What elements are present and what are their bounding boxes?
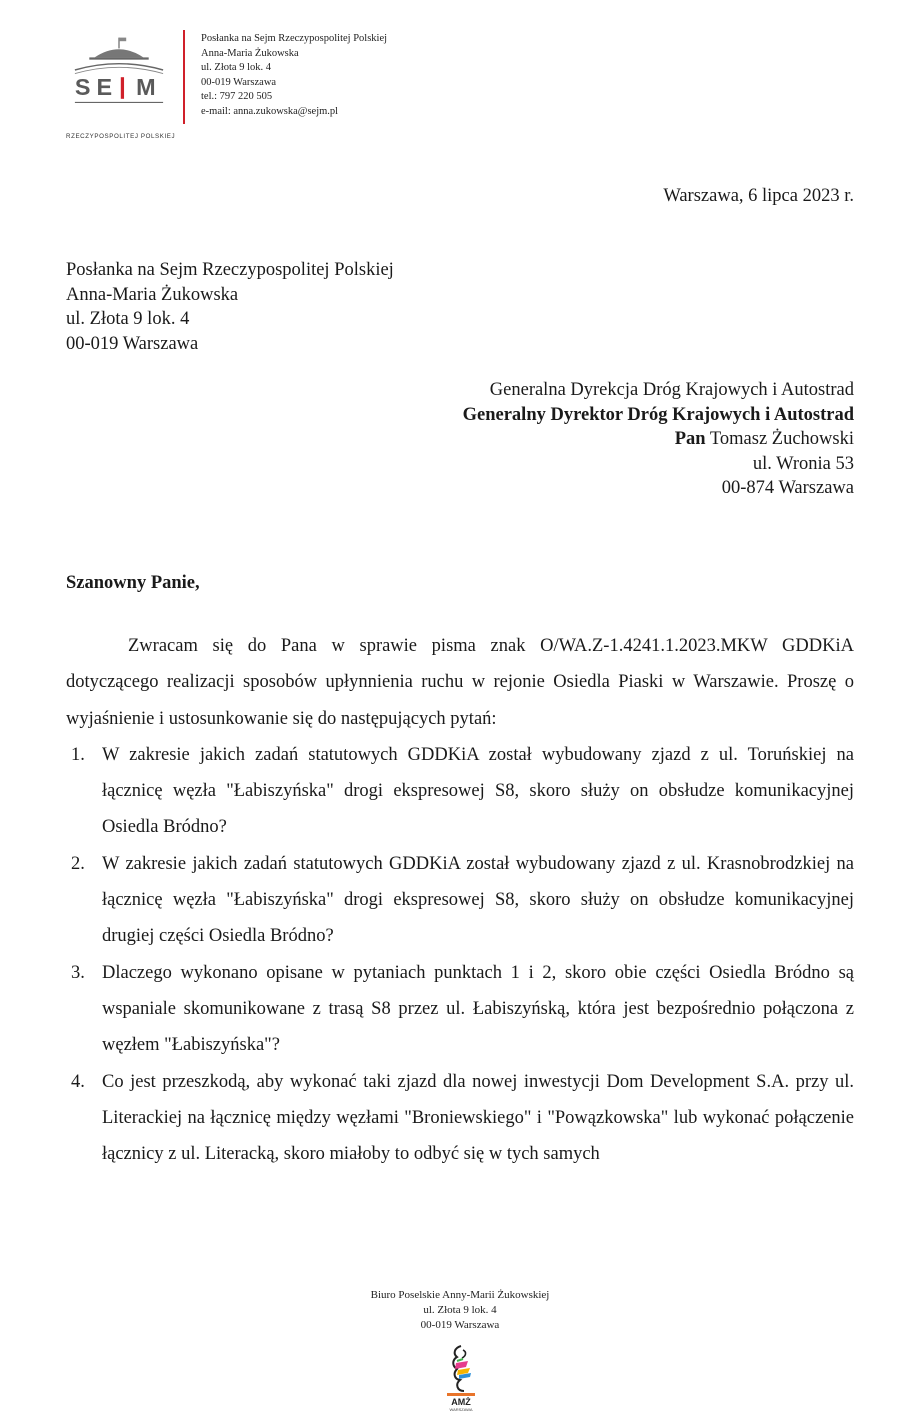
letterhead-line: ul. Złota 9 lok. 4 (201, 62, 271, 74)
recipient-honorific: Pan (674, 429, 706, 449)
letterhead-line: tel.: 797 220 505 (201, 91, 273, 103)
recipient-street: ul. Wronia 53 (752, 453, 854, 474)
sejm-logo-subtitle: RZECZYPOSPOLITEJ POLSKIEJ (66, 133, 176, 140)
letterhead-line: 00-019 Warszawa (201, 76, 277, 88)
question-number: 2. (71, 853, 85, 874)
question-text: W zakresie jakich zadań statutowych GDDKiA został wybudowany zjazd z ul. Toruńskiej na łącznicę węzła "Łabiszyńska" drogi ekspresowej S8, skoro służy on obsłudze komunikacyjnej Osiedla Bródno? (102, 744, 854, 838)
recipient-name-line (463, 427, 854, 452)
svg-text:E: E (96, 74, 113, 101)
footer-line: 00-019 Warszawa (420, 1319, 500, 1331)
svg-text:M: M (136, 74, 156, 101)
sender-line: Posłanka na Sejm Rzeczypospolitej Polskiej (66, 260, 394, 280)
intro-paragraph: Zwracam się do Pana w sprawie pisma znak O/WA.Z-1.4241.1.2023.MKW GDDKiA dotyczącego realizacji sposobów upłynnienia ruchu w rejonie Osiedla Piaski w Warszawie. Proszę o wyjaśnienie i ustosunkowanie się do następujących pytań: (66, 636, 854, 729)
question-number: 3. (71, 962, 85, 983)
list-item (66, 955, 854, 1064)
question-text: W zakresie jakich zadań statutowych GDDKiA został wybudowany zjazd z ul. Krasnobrodzkiej na łącznicę węzła "Łabiszyńska" drogi ekspresowej S8, skoro służy on obsłudze komunikacyjnej drugiej części Osiedla Bródno? (102, 853, 854, 947)
question-text: Dlaczego wykonano opisane w pytaniach punktach 1 i 2, skoro obie części Osiedla Bródno są wspaniale skomunikowane z trasą S8 przez ul. Łabiszyńską, która jest bezpośrednio połączona z węzłem "Łabiszyńska"? (102, 962, 854, 1056)
svg-text:S: S (74, 74, 91, 101)
recipient-institution: Generalna Dyrekcja Dróg Krajowych i Autostrad (489, 380, 854, 400)
question-number: 1. (71, 744, 85, 765)
sejm-logo-icon (64, 34, 174, 124)
footer-office-address (0, 1288, 920, 1333)
recipient-position: Generalny Dyrektor Dróg Krajowych i Autostrad (462, 404, 854, 425)
letterhead (64, 30, 484, 140)
letterhead-line: Anna-Maria Żukowska (201, 47, 299, 59)
list-item (66, 846, 854, 955)
sender-line: Anna-Maria Żukowska (66, 284, 239, 305)
letterhead-email: e-mail: anna.zukowska@sejm.pl (201, 105, 339, 117)
recipient-city: 00-874 Warszawa (721, 478, 854, 498)
letter-date: Warszawa, 6 lipca 2023 r. (663, 186, 854, 206)
questions-list (66, 737, 854, 1173)
amz-logo-text: AMŻ (451, 1397, 471, 1407)
sender-address (66, 258, 394, 356)
letterhead-contact (201, 32, 387, 120)
amz-logo-subtext: WARSZAWA (449, 1407, 473, 1412)
letterhead-divider (183, 30, 185, 124)
sender-line: ul. Złota 9 lok. 4 (66, 309, 190, 329)
recipient-address (463, 378, 854, 501)
footer-line: ul. Złota 9 lok. 4 (423, 1304, 497, 1316)
list-item (66, 737, 854, 846)
recipient-name: Tomasz Żuchowski (705, 429, 854, 449)
letterhead-line: Posłanka na Sejm Rzeczypospolitej Polskiej (201, 33, 388, 44)
question-number: 4. (71, 1071, 85, 1092)
sender-line: 00-019 Warszawa (66, 333, 199, 354)
letter-body (66, 628, 854, 1172)
question-text: Co jest przeszkodą, aby wykonać taki zjazd dla nowej inwestycji Dom Development S.A. przy ul. Literackiej na łącznicę między węzłami "Broniewskiego" i "Powązkowska" lub wykonać połączenie łącznicy z ul. Literacką, skoro miałoby to odbyć się w tych samych (102, 1071, 854, 1165)
salutation: Szanowny Panie, (66, 573, 200, 593)
footer-line: Biuro Poselskie Anny-Marii Żukowskiej (370, 1289, 550, 1301)
amz-logo-icon (441, 1342, 481, 1412)
list-item (66, 1064, 854, 1173)
